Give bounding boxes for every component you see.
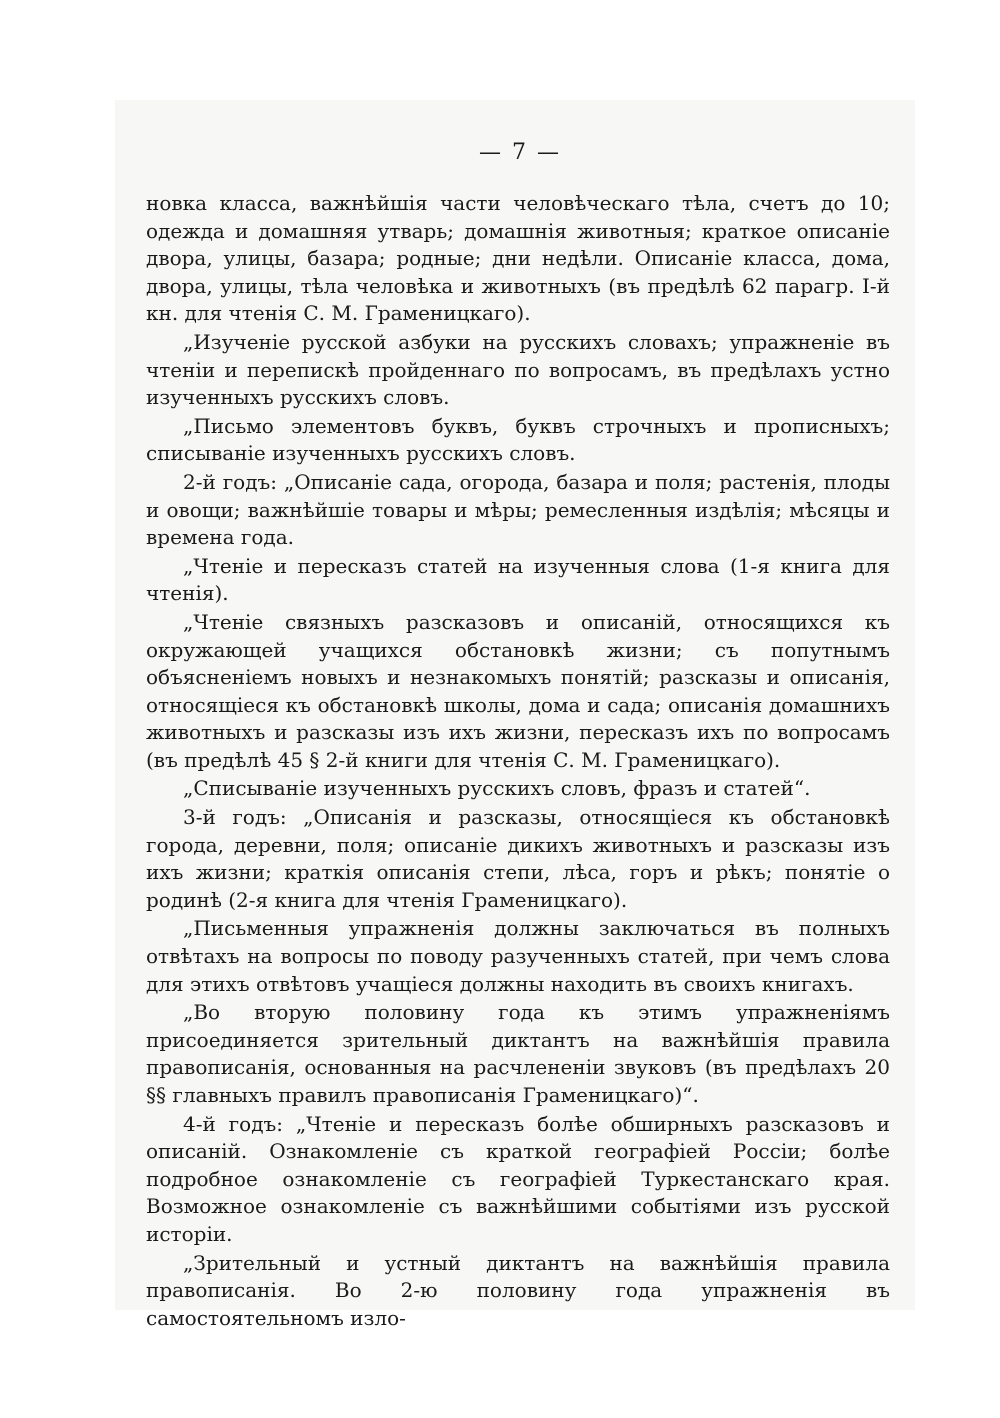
paragraph: „Чтеніе и пересказъ статей на изученныя слова (1-я книга для чтенія).: [146, 553, 890, 606]
paragraph: „Зрительный и устный диктантъ на важнѣйшія правила правописанія. Во 2-ю половину года упражненія въ самостоятельномъ изло-: [146, 1250, 890, 1330]
paragraph: „Письмо элементовъ буквъ, буквъ строчныхъ и прописныхъ; списываніе изученныхъ русскихъ словъ.: [146, 413, 890, 466]
paragraph: 2-й годъ: „Описаніе сада, огорода, базара и поля; растенія, плоды и овощи; важнѣйшіе товары и мѣры; ремесленныя издѣлія; мѣсяцы и времена года.: [146, 469, 890, 550]
body-text: [146, 190, 890, 1333]
paragraph: „Изученіе русской азбуки на русскихъ словахъ; упражненіе въ чтеніи и перепискѣ пройденнаго по вопросамъ, въ предѣлахъ устно изученныхъ русскихъ словъ.: [146, 329, 890, 410]
paragraph: „Списываніе изученныхъ русскихъ словъ, фразъ и статей“.: [183, 776, 811, 801]
paragraph: „Во вторую половину года къ этимъ упражненіямъ присоединяется зрительный диктантъ на важнѣйшія правила правописанія, основанныя на расчлененіи звуковъ (въ предѣлахъ 20 §§ главныхъ правилъ правописанія Граменицкаго)“.: [146, 1000, 890, 1107]
paragraph: „Письменныя упражненія должны заключаться въ полныхъ отвѣтахъ на вопросы по поводу разученныхъ статей, при чемъ слова для этихъ отвѣтовъ учащіеся должны находить въ своихъ книгахъ.: [146, 916, 890, 996]
paragraph-continuation: новка класса, важнѣйшія части человѣческаго тѣла, счетъ до 10; одежда и домашняя утварь; домашнія животныя; краткое описаніе двора, улицы, базара; родные; дни недѣли. Описаніе класса, дома, двора, улицы, тѣла человѣка и животныхъ (въ предѣлѣ 62 парагр. І-й кн. для чтенія С. М. Граменицкаго).: [146, 191, 890, 326]
paragraph: 4-й годъ: „Чтеніе и пересказъ болѣе обширныхъ разсказовъ и описаній. Ознакомленіе съ краткой географіей Россіи; болѣе подробное ознакомленіе съ географіей Туркестанскаго края. Возможное ознакомленіе съ важнѣйшими событіями изъ русской исторіи.: [146, 1111, 890, 1246]
paragraph: „Чтеніе связныхъ разсказовъ и описаній, относящихся къ окружающей учащихся обстановкѣ жизни; съ попутнымъ объясненіемъ новыхъ и незнакомыхъ понятій; разсказы и описанія, относящіеся къ обстановкѣ школы, дома и сада; описанія домашнихъ животныхъ и разсказы изъ ихъ жизни, пересказъ ихъ по вопросамъ (въ предѣлѣ 45 § 2-й книги для чтенія С. М. Граменицкаго).: [146, 609, 890, 772]
page-number: — 7 —: [479, 140, 561, 165]
paragraph: 3-й годъ: „Описанія и разсказы, относящіеся къ обстановкѣ города, деревни, поля; описаніе дикихъ животныхъ и разсказы изъ ихъ жизни; краткія описанія степи, лѣса, горъ и рѣкъ; понятіе о родинѣ (2-я книга для чтенія Граменицкаго).: [146, 805, 890, 912]
